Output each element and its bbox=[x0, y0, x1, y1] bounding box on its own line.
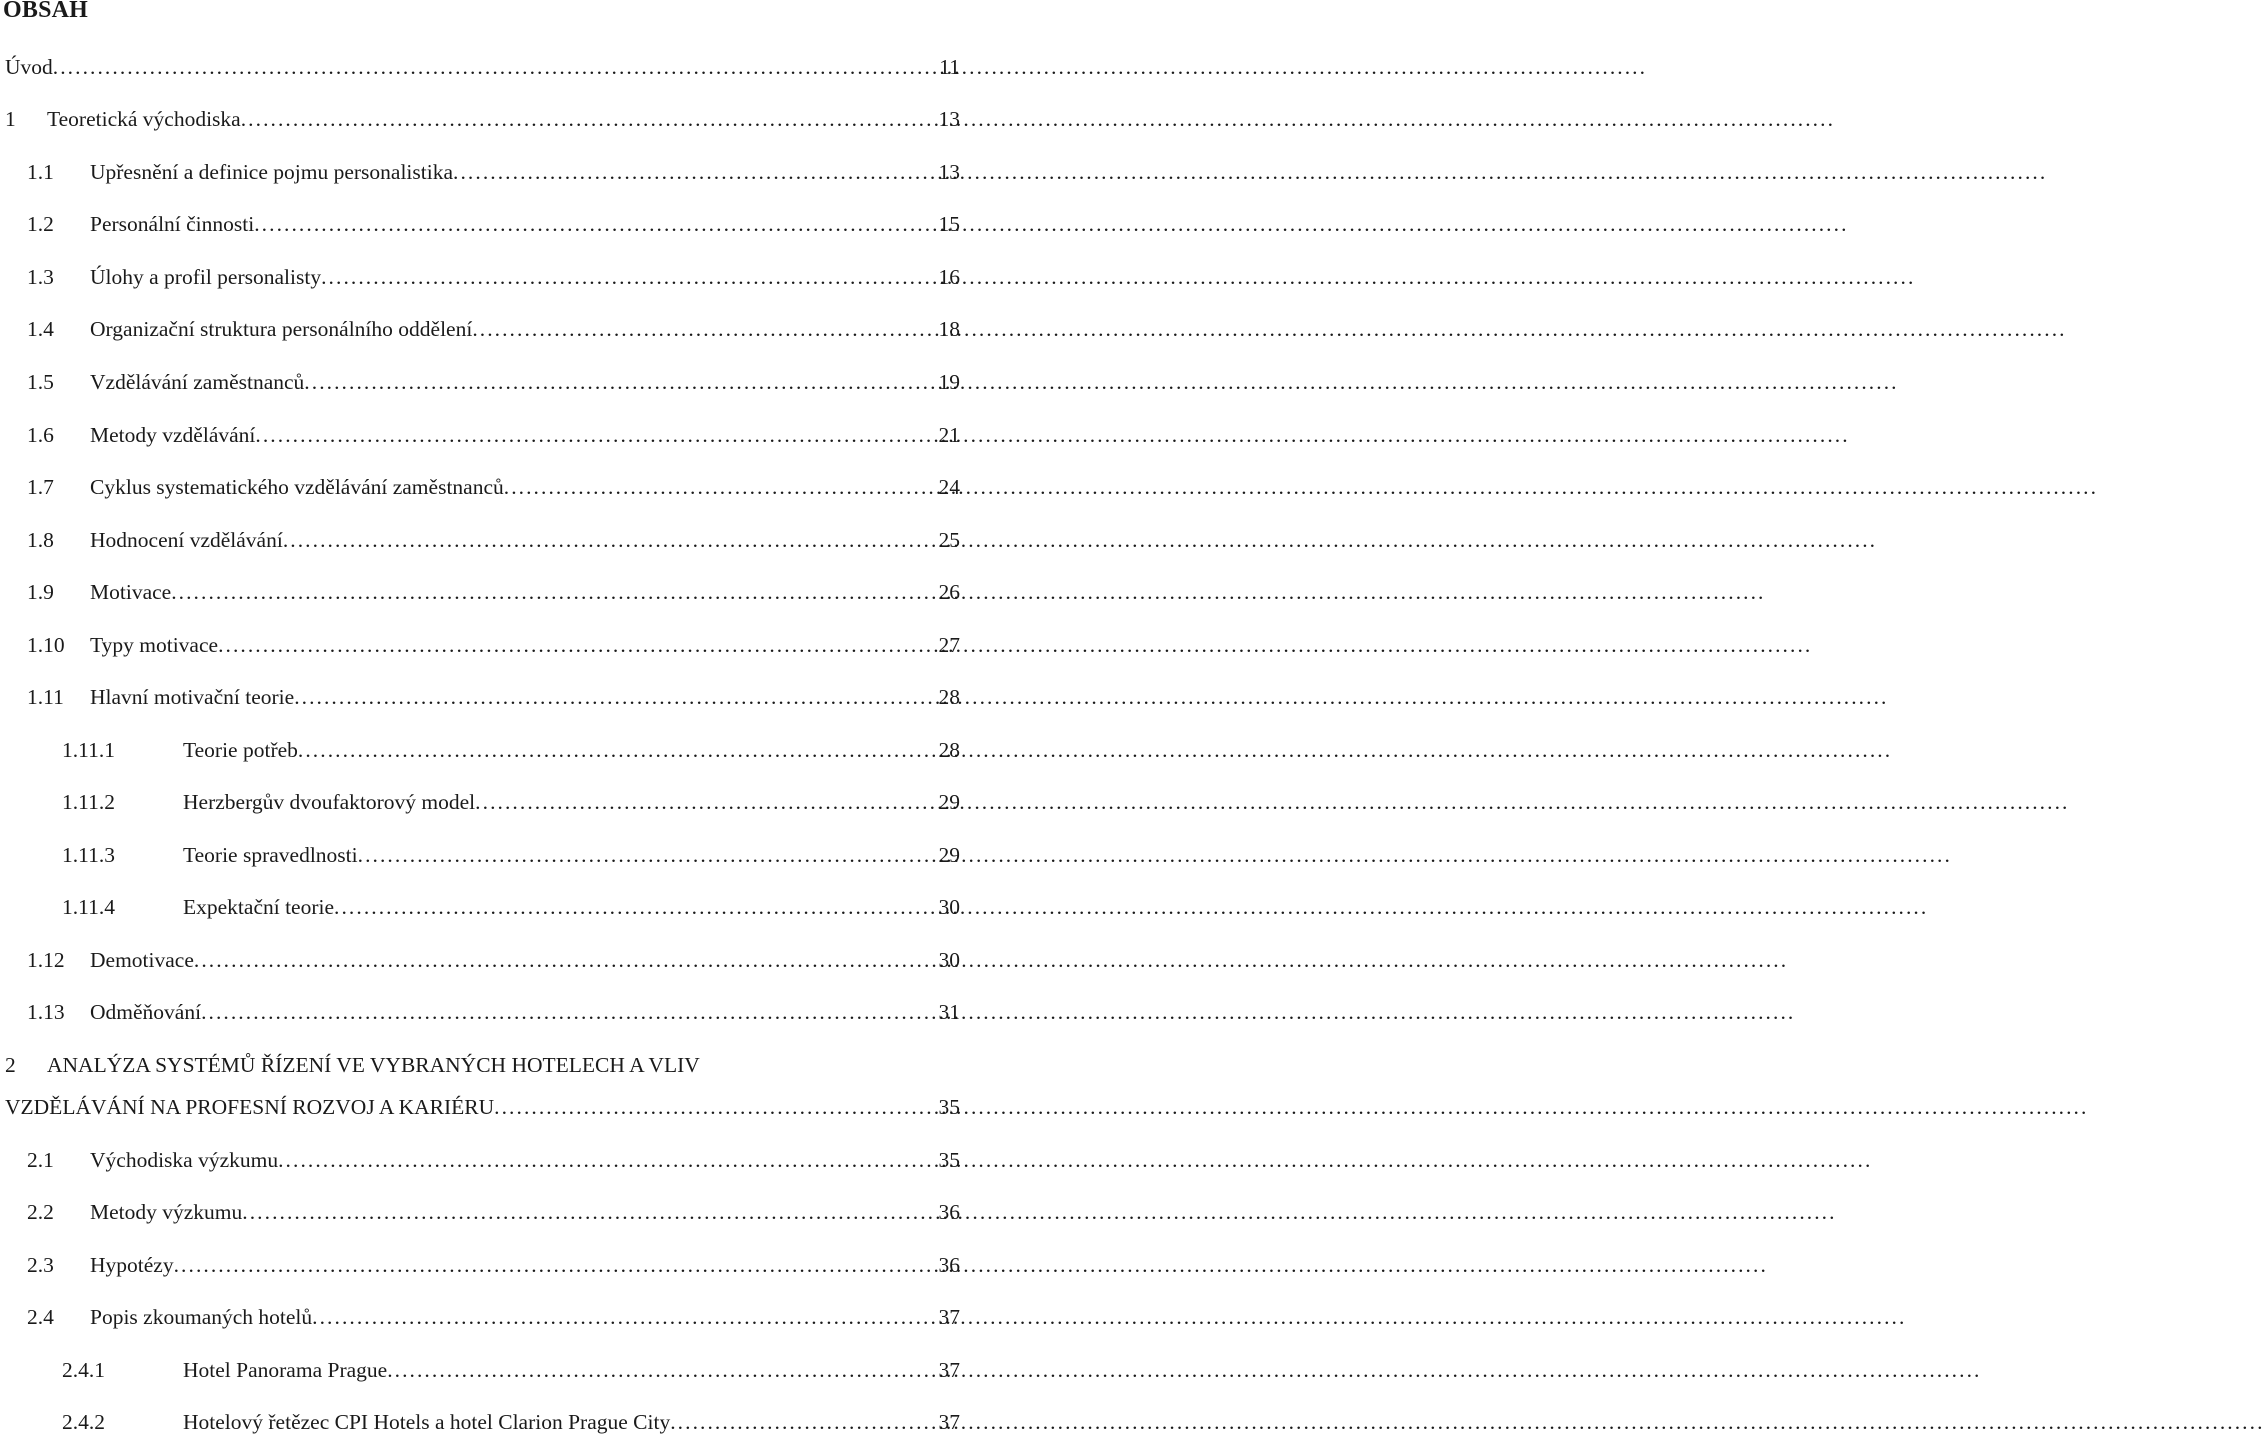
toc-entry-title: Teorie spravedlnosti bbox=[183, 843, 358, 867]
toc-page-number: 18 bbox=[938, 317, 960, 341]
toc-entry-number: 1.11.3 bbox=[62, 843, 115, 867]
toc-entry-2-2[interactable] bbox=[27, 1197, 960, 1227]
toc-entry-number: 1.6 bbox=[27, 423, 54, 447]
toc-dot-leader bbox=[321, 262, 934, 292]
toc-page-number: 37 bbox=[938, 1305, 960, 1329]
toc-entry-1-3[interactable] bbox=[27, 262, 960, 292]
toc-entry-number: 2.3 bbox=[27, 1253, 54, 1277]
toc-entry-title: Hotel Panorama Prague bbox=[183, 1358, 388, 1382]
toc-dot-leader bbox=[334, 892, 934, 922]
toc-entry-title: Hodnocení vzdělávání bbox=[90, 528, 283, 552]
toc-dot-leader bbox=[242, 1197, 934, 1227]
toc-entry-1-10[interactable] bbox=[27, 630, 960, 660]
toc-entry-title: Popis zkoumaných hotelů bbox=[90, 1305, 313, 1329]
toc-dot-leader bbox=[453, 157, 934, 187]
toc-entry-1-5[interactable] bbox=[27, 367, 960, 397]
toc-entry-2-3[interactable] bbox=[27, 1250, 960, 1280]
toc-page-number: 37 bbox=[938, 1358, 960, 1382]
toc-entry-1-11[interactable] bbox=[27, 682, 960, 712]
toc-entry-number: 1.2 bbox=[27, 212, 54, 236]
toc-dot-leader bbox=[494, 1092, 934, 1122]
toc-entry-number: 1.11.1 bbox=[62, 738, 115, 762]
toc-entry-1-11-3[interactable] bbox=[62, 840, 960, 870]
toc-dot-leader bbox=[254, 209, 934, 239]
toc-dot-leader bbox=[283, 525, 935, 555]
toc-entry-2-1[interactable] bbox=[27, 1145, 960, 1175]
toc-entry-1-11-2[interactable] bbox=[62, 787, 960, 817]
toc-dot-leader bbox=[475, 787, 934, 817]
toc-page-number: 13 bbox=[938, 107, 960, 131]
toc-page-number: 25 bbox=[938, 528, 960, 552]
toc-entry-title: Odměňování bbox=[90, 1000, 202, 1024]
toc-entry-title: Východiska výzkumu bbox=[90, 1148, 279, 1172]
toc-entry-title: Teoretická východiska bbox=[47, 107, 241, 131]
toc-page-number: 30 bbox=[938, 948, 960, 972]
toc-dot-leader bbox=[294, 682, 934, 712]
toc-entry-title: Metody výzkumu bbox=[90, 1200, 243, 1224]
toc-dot-leader bbox=[218, 630, 934, 660]
toc-dot-leader bbox=[171, 577, 934, 607]
toc-entry-title: Úvod bbox=[5, 55, 53, 79]
toc-page-number: 28 bbox=[938, 738, 960, 762]
toc-entry-number: 1.13 bbox=[27, 1000, 65, 1024]
toc-entry-2-line2[interactable] bbox=[5, 1092, 960, 1122]
toc-heading: OBSAH bbox=[3, 0, 89, 23]
toc-entry-1-4[interactable] bbox=[27, 314, 960, 344]
toc-entry-1-6[interactable] bbox=[27, 420, 960, 450]
toc-entry-number: 1 bbox=[5, 107, 16, 131]
toc-dot-leader bbox=[53, 52, 936, 82]
toc-dot-leader bbox=[241, 104, 935, 134]
toc-entry-number: 1.11 bbox=[27, 685, 64, 709]
toc-dot-leader bbox=[255, 420, 934, 450]
toc-page-number: 35 bbox=[938, 1095, 960, 1119]
toc-dot-leader bbox=[387, 1355, 934, 1385]
toc-entry-number: 2.4.1 bbox=[62, 1358, 105, 1382]
toc-entry-title: Motivace bbox=[90, 580, 172, 604]
toc-entry-title: Demotivace bbox=[90, 948, 194, 972]
toc-entry-1-9[interactable] bbox=[27, 577, 960, 607]
toc-entry-number: 2.1 bbox=[27, 1148, 54, 1172]
toc-entry-number: 1.1 bbox=[27, 160, 54, 184]
toc-entry-title: Upřesnění a definice pojmu personalistika bbox=[90, 160, 454, 184]
toc-entry-title: Typy motivace bbox=[90, 633, 219, 657]
toc-page-number: 28 bbox=[938, 685, 960, 709]
toc-entry-uvod[interactable] bbox=[5, 52, 960, 82]
toc-entry-number: 1.11.2 bbox=[62, 790, 115, 814]
toc-entry-number: 1.9 bbox=[27, 580, 54, 604]
toc-entry-1-2[interactable] bbox=[27, 209, 960, 239]
toc-entry-number: 1.8 bbox=[27, 528, 54, 552]
toc-dot-leader bbox=[670, 1407, 934, 1437]
toc-page-number: 29 bbox=[938, 790, 960, 814]
toc-entry-title: Hotelový řetězec CPI Hotels a hotel Clarion Prague City bbox=[183, 1410, 671, 1434]
toc-entry-number: 1.7 bbox=[27, 475, 54, 499]
toc-entry-title: Hlavní motivační teorie bbox=[90, 685, 295, 709]
toc-page-number: 36 bbox=[938, 1200, 960, 1224]
toc-page-number: 31 bbox=[938, 1000, 960, 1024]
toc-dot-leader bbox=[312, 1302, 934, 1332]
toc-entry-title: Organizační struktura personálního oddělení bbox=[90, 317, 473, 341]
toc-entry-2-line1[interactable] bbox=[5, 1050, 700, 1080]
toc-entry-number: 1.4 bbox=[27, 317, 54, 341]
toc-entry-title: ANALÝZA SYSTÉMŮ ŘÍZENÍ VE VYBRANÝCH HOTELECH A VLIV bbox=[47, 1053, 700, 1077]
toc-entry-title: Personální činnosti bbox=[90, 212, 255, 236]
toc-entry-title: VZDĚLÁVÁNÍ NA PROFESNÍ ROZVOJ A KARIÉRU bbox=[5, 1095, 495, 1119]
toc-page-number: 24 bbox=[938, 475, 960, 499]
toc-entry-1-7[interactable] bbox=[27, 472, 960, 502]
toc-dot-leader bbox=[194, 945, 935, 975]
toc-entry-number: 2.4 bbox=[27, 1305, 54, 1329]
toc-entry-1-12[interactable] bbox=[27, 945, 960, 975]
toc-entry-number: 1.10 bbox=[27, 633, 65, 657]
toc-dot-leader bbox=[504, 472, 935, 502]
toc-page-number: 26 bbox=[938, 580, 960, 604]
toc-entry-2-4[interactable] bbox=[27, 1302, 960, 1332]
toc-dot-leader bbox=[298, 735, 935, 765]
toc-entry-1-11-4[interactable] bbox=[62, 892, 960, 922]
toc-entry-number: 1.12 bbox=[27, 948, 65, 972]
toc-entry-1-13[interactable] bbox=[27, 997, 960, 1027]
toc-entry-title: Vzdělávání zaměstnanců bbox=[90, 370, 305, 394]
toc-entry-number: 2.2 bbox=[27, 1200, 54, 1224]
toc-page-number: 11 bbox=[939, 55, 960, 79]
toc-entry-2-4-2[interactable] bbox=[62, 1407, 960, 1437]
toc-page-number: 15 bbox=[938, 212, 960, 236]
toc-entry-title: Cyklus systematického vzdělávání zaměstnanců bbox=[90, 475, 504, 499]
toc-page-number: 30 bbox=[938, 895, 960, 919]
toc-entry-1-8[interactable] bbox=[27, 525, 960, 555]
toc-entry-title: Úlohy a profil personalisty bbox=[90, 265, 322, 289]
toc-page-number: 36 bbox=[938, 1253, 960, 1277]
toc-page-number: 16 bbox=[938, 265, 960, 289]
toc-entry-number: 2 bbox=[5, 1053, 16, 1077]
toc-entry-title: Herzbergův dvoufaktorový model bbox=[183, 790, 476, 814]
toc-page-number: 27 bbox=[938, 633, 960, 657]
toc-dot-leader bbox=[358, 840, 935, 870]
toc-entry-title: Hypotézy bbox=[90, 1253, 174, 1277]
toc-page-number: 13 bbox=[938, 160, 960, 184]
toc-entry-1[interactable] bbox=[5, 104, 960, 134]
toc-dot-leader bbox=[304, 367, 934, 397]
toc-dot-leader bbox=[201, 997, 934, 1027]
toc-dot-leader bbox=[278, 1145, 934, 1175]
toc-dot-leader bbox=[472, 314, 934, 344]
toc-entry-title: Teorie potřeb bbox=[183, 738, 298, 762]
toc-entry-number: 1.5 bbox=[27, 370, 54, 394]
toc-page-number: 21 bbox=[938, 423, 960, 447]
table-of-contents-page bbox=[0, 0, 960, 1440]
toc-entry-title: Expektační teorie bbox=[183, 895, 335, 919]
toc-page-number: 29 bbox=[938, 843, 960, 867]
toc-entry-title: Metody vzdělávání bbox=[90, 423, 256, 447]
toc-entry-2-4-1[interactable] bbox=[62, 1355, 960, 1385]
toc-dot-leader bbox=[174, 1250, 935, 1280]
toc-page-number: 35 bbox=[938, 1148, 960, 1172]
toc-entry-number: 1.11.4 bbox=[62, 895, 115, 919]
toc-entry-number: 2.4.2 bbox=[62, 1410, 105, 1434]
toc-entry-number: 1.3 bbox=[27, 265, 54, 289]
toc-entry-1-11-1[interactable] bbox=[62, 735, 960, 765]
toc-page-number: 19 bbox=[938, 370, 960, 394]
toc-page-number: 37 bbox=[938, 1410, 960, 1434]
toc-entry-1-1[interactable] bbox=[27, 157, 960, 187]
